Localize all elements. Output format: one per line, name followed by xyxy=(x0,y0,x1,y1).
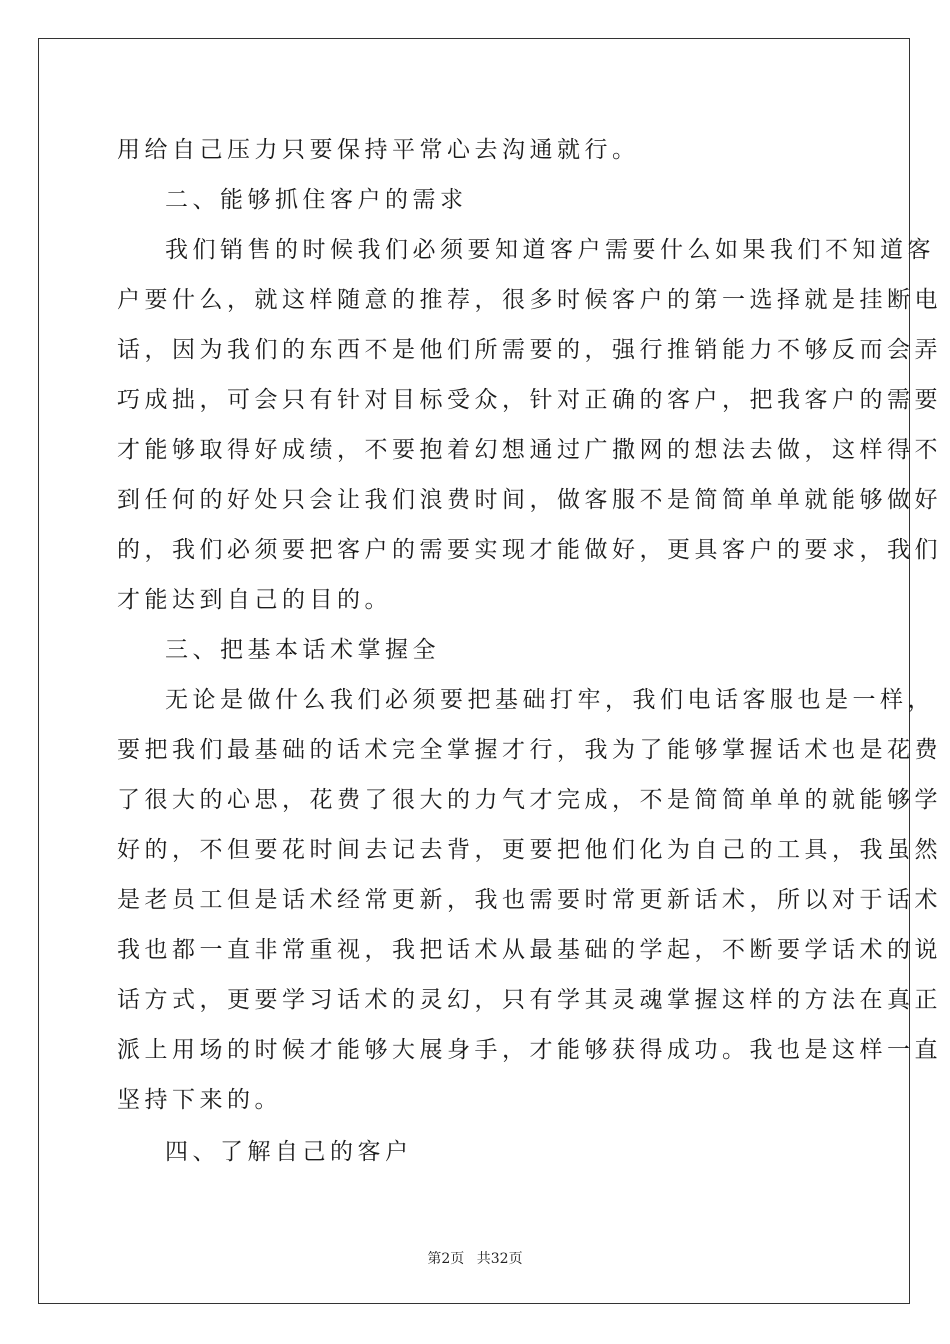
text-line: 是老员工但是话术经常更新，我也需要时常更新话术，所以对于话术 xyxy=(117,887,942,913)
section-heading-3: 三、把基本话术掌握全 xyxy=(165,637,440,663)
document-body xyxy=(117,125,942,1177)
paragraph-continued xyxy=(117,125,833,175)
page-total: 共32页 xyxy=(476,1251,523,1267)
text-line: 要把我们最基础的话术完全掌握才行，我为了能够掌握话术也是花费 xyxy=(117,737,942,763)
text-line: 才能达到自己的目的。 xyxy=(117,587,392,613)
text-line: 到任何的好处只会让我们浪费时间，做客服不是简简单单就能够做好 xyxy=(117,487,942,513)
section-heading-4: 四、了解自己的客户 xyxy=(165,1139,413,1165)
text-line: 了很大的心思，花费了很大的力气才完成，不是简简单单的就能够学 xyxy=(117,787,942,813)
text-line: 我们销售的时候我们必须要知道客户需要什么如果我们不知道客 xyxy=(165,237,935,263)
paragraph-basic-scripts xyxy=(117,675,942,1125)
text-line: 用给自己压力只要保持平常心去沟通就行。 xyxy=(117,137,640,163)
text-line: 我也都一直非常重视，我把话术从最基础的学起，不断要学话术的说 xyxy=(117,937,942,963)
text-line: 无论是做什么我们必须要把基础打牢，我们电话客服也是一样， xyxy=(165,687,935,713)
page-footer xyxy=(0,1248,950,1268)
text-line: 话方式，更要学习话术的灵幻，只有学其灵魂掌握这样的方法在真正 xyxy=(117,987,942,1013)
section-heading-2: 二、能够抓住客户的需求 xyxy=(165,187,468,213)
text-line: 派上用场的时候才能够大展身手，才能够获得成功。我也是这样一直 xyxy=(117,1037,942,1063)
text-line: 户要什么，就这样随意的推荐，很多时候客户的第一选择就是挂断电 xyxy=(117,287,942,313)
text-line: 的，我们必须要把客户的需要实现才能做好，更具客户的要求，我们 xyxy=(117,537,942,563)
text-line: 才能够取得好成绩，不要抱着幻想通过广撒网的想法去做，这样得不 xyxy=(117,437,942,463)
paragraph-customer-needs xyxy=(117,225,942,625)
text-line: 好的，不但要花时间去记去背，更要把他们化为自己的工具，我虽然 xyxy=(117,837,942,863)
page-number: 第2页 xyxy=(427,1251,465,1267)
text-line: 话，因为我们的东西不是他们所需要的，强行推销能力不够反而会弄 xyxy=(117,337,942,363)
text-line: 巧成拙，可会只有针对目标受众，针对正确的客户，把我客户的需要 xyxy=(117,387,942,413)
text-line: 坚持下来的。 xyxy=(117,1087,282,1113)
